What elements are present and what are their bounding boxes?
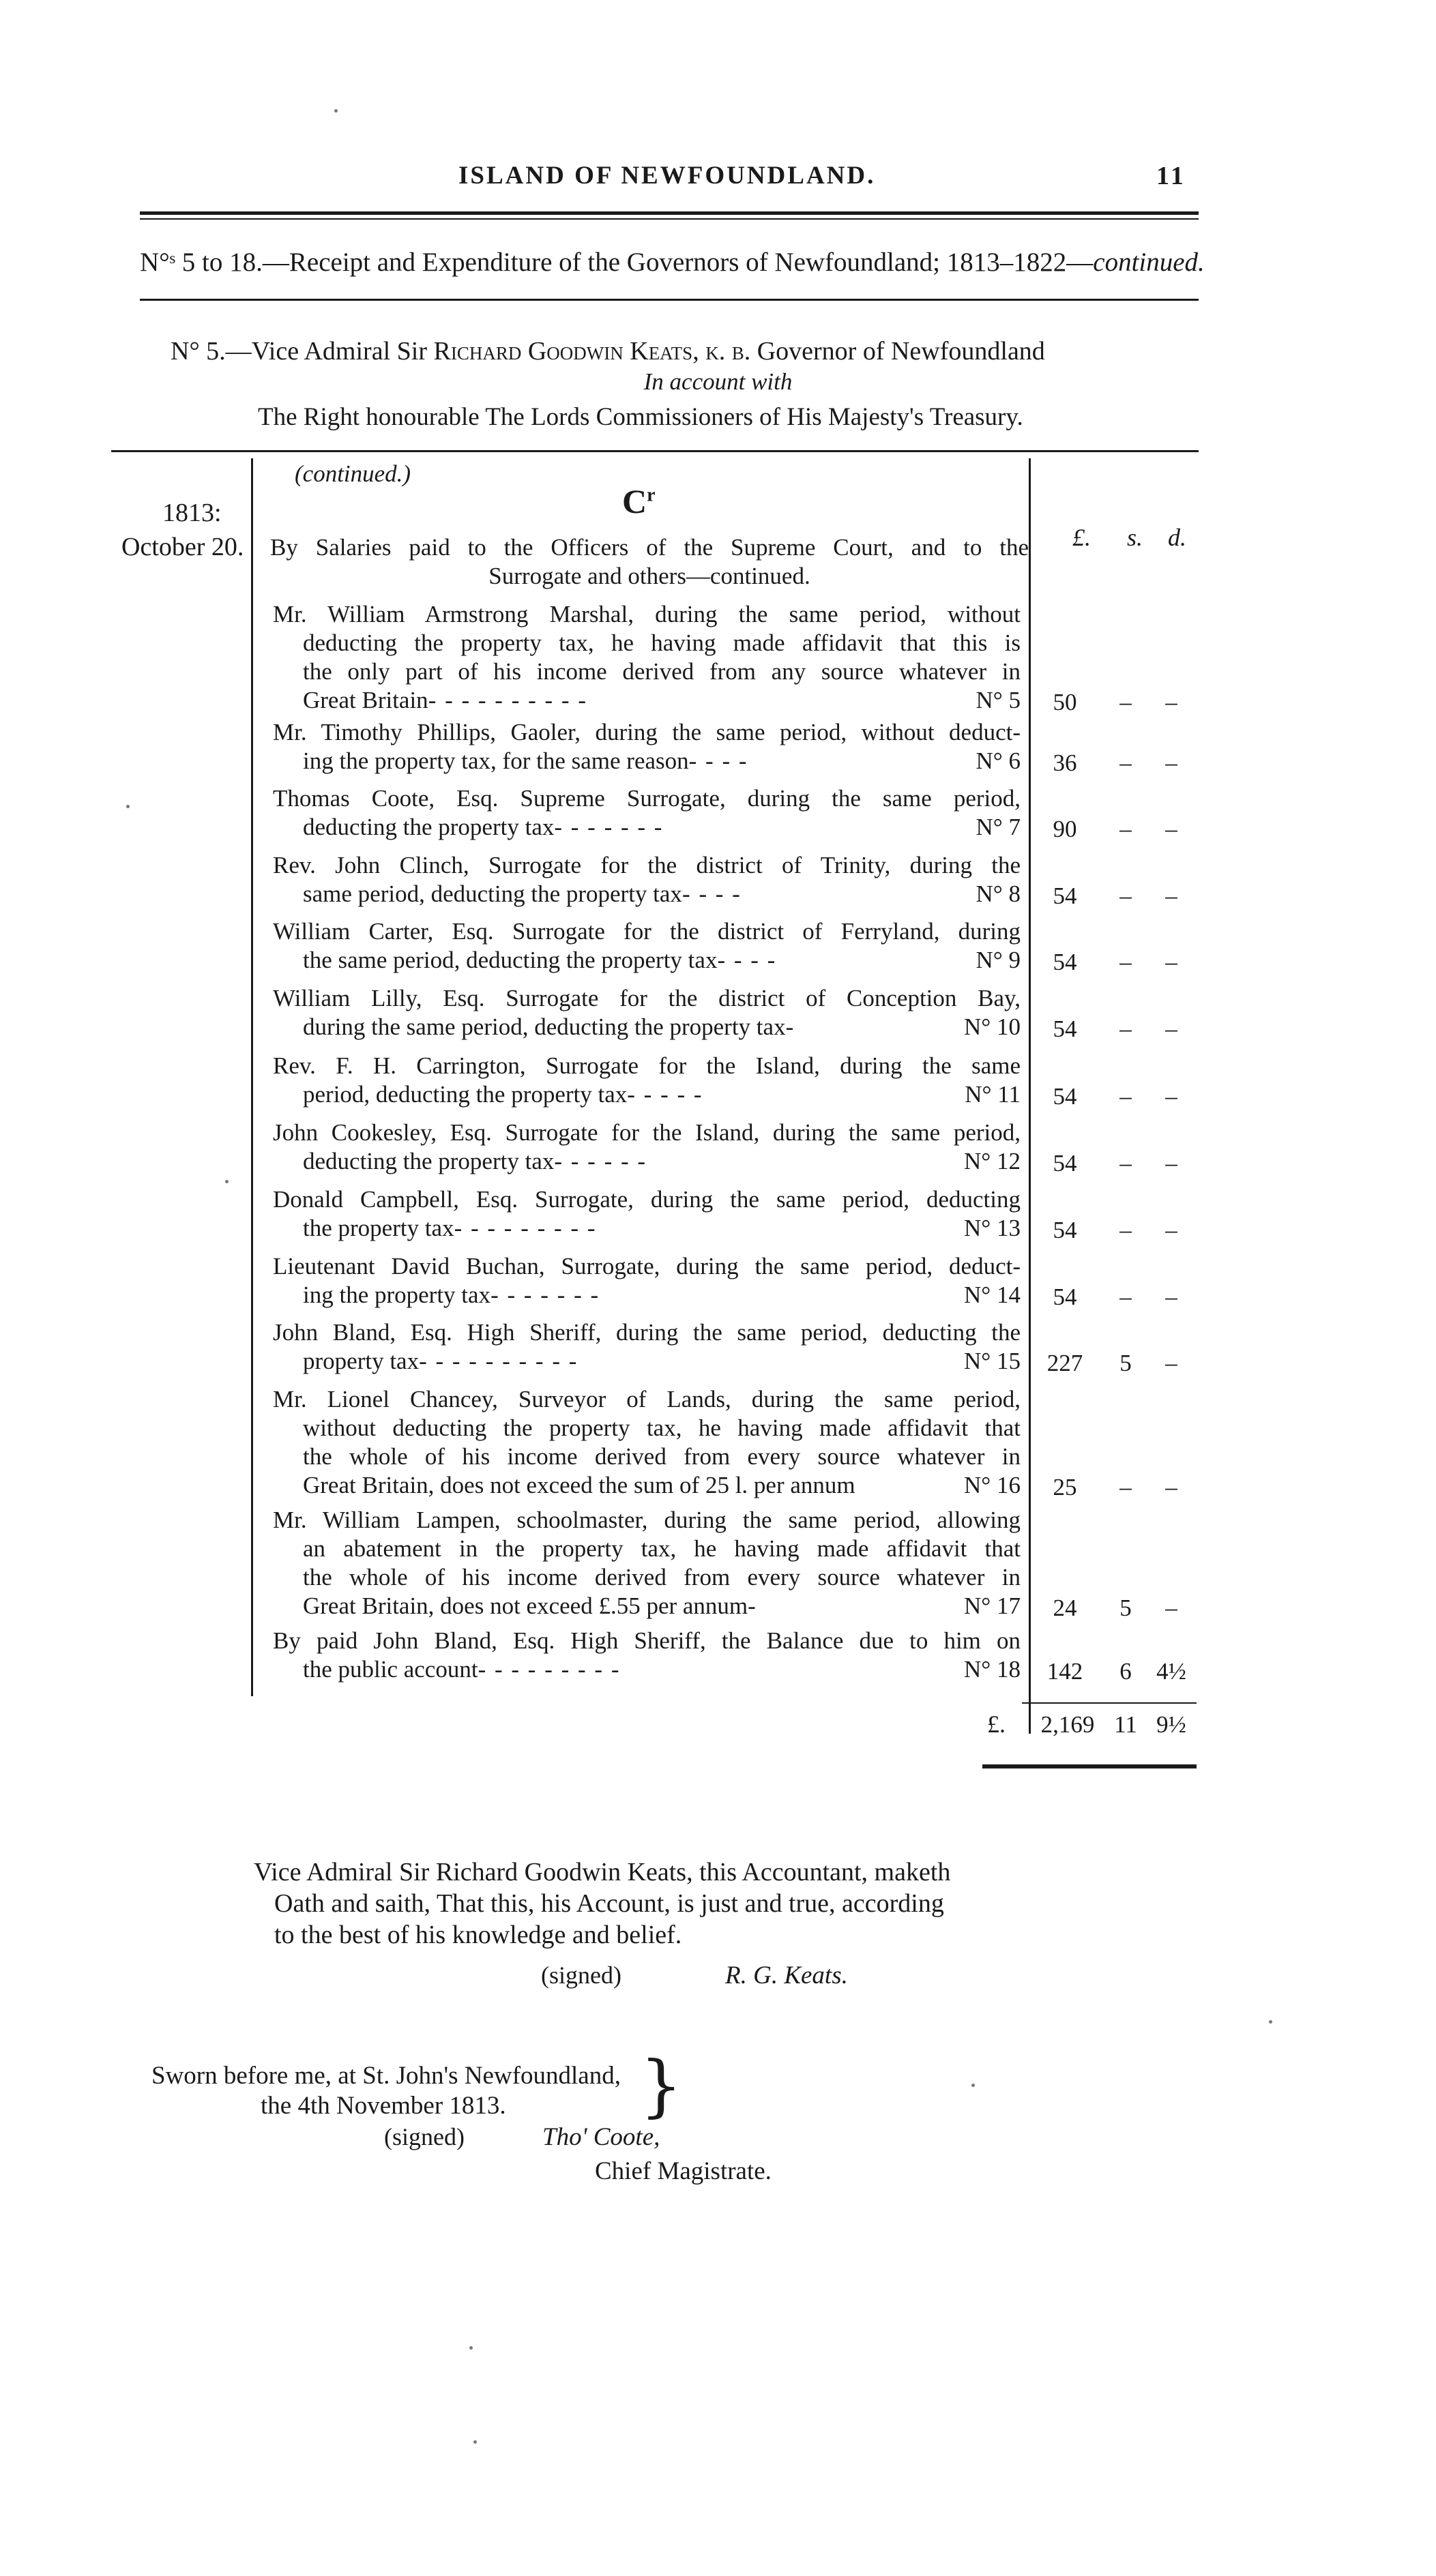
entry-line: Mr. William Armstrong Marshal, during the same period, without: [273, 601, 1021, 627]
scan-speck: [1269, 2020, 1272, 2024]
page-header: [0, 161, 1436, 202]
account-number: N° 5.—Vice Admiral Sir: [171, 337, 434, 366]
ledger-entry: [273, 784, 1021, 842]
entry-voucher-number: N° 7: [976, 814, 1021, 840]
entry-shillings: –: [1119, 949, 1132, 975]
entry-leader-dashes: - - - - -: [627, 1081, 703, 1108]
sworn-signed-label: (signed): [384, 2123, 465, 2150]
entry-last-text: Great Britain: [303, 687, 428, 713]
entry-last-line: [303, 747, 1021, 775]
in-account-with: In account with: [643, 368, 793, 395]
entry-pounds: 36: [1053, 750, 1077, 776]
entry-leader-dashes: -: [785, 1013, 795, 1040]
entry-pence: –: [1165, 816, 1177, 842]
ledger-entry: [273, 917, 1021, 975]
entry-line: Mr. William Lampen, schoolmaster, during the same period, allowing: [273, 1507, 1021, 1533]
oath-text: [254, 1856, 950, 1951]
entry-last-line: [303, 1347, 1021, 1376]
ledger-top-rule: [111, 450, 1199, 452]
entry-line: By paid John Bland, Esq. High Sheriff, the Balance due to him on: [273, 1627, 1021, 1654]
sworn-signature: Tho' Coote,: [542, 2123, 660, 2151]
entry-shillings: –: [1119, 1083, 1132, 1110]
entry-shillings: –: [1119, 1016, 1132, 1042]
sworn-title: Chief Magistrate.: [595, 2157, 772, 2185]
ledger-continued-label: (continued.): [295, 460, 411, 487]
entry-last-text: same period, deducting the property tax: [303, 880, 682, 907]
entry-shillings: –: [1119, 750, 1132, 776]
entry-pounds: 50: [1053, 689, 1077, 715]
entry-last-text: ing the property tax: [303, 1282, 491, 1308]
entry-pounds: 227: [1046, 1350, 1083, 1376]
entry-last-text: Great Britain, does not exceed £.55 per annum: [303, 1593, 748, 1619]
ledger-entry: [273, 1119, 1021, 1176]
pence-header: d.: [1168, 524, 1186, 551]
ledger-side-label: $C^r$: [622, 482, 656, 520]
entry-last-text: deducting the property tax: [303, 1148, 555, 1174]
entry-pence: 4½: [1156, 1658, 1186, 1685]
entry-voucher-number: N° 14: [963, 1282, 1021, 1308]
entry-leader-dashes: - - - -: [688, 747, 748, 774]
total-top-rule: [1022, 1702, 1197, 1704]
entry-last-text: Great Britain, does not exceed the sum of 25 l. per annum: [303, 1472, 855, 1498]
entry-pounds: 54: [1053, 1150, 1077, 1176]
entry-shillings: 5: [1119, 1350, 1132, 1376]
entry-line: the only part of his income derived from any source whatever in: [303, 658, 1021, 685]
entry-shillings: –: [1119, 816, 1132, 842]
entry-last-line: [303, 813, 1021, 842]
entry-pounds: 54: [1053, 883, 1077, 909]
series-title-text: N°ˢ 5 to 18.—Receipt and Expenditure of the Governors of Newfoundland; 1813–1822—: [140, 248, 1094, 277]
entry-voucher-number: N° 8: [976, 880, 1021, 907]
entry-last-text: the same period, deducting the property tax: [303, 947, 718, 973]
entry-last-text: property tax: [303, 1348, 420, 1374]
oath-line: Vice Admiral Sir Richard Goodwin Keats, this Accountant, maketh: [254, 1858, 951, 1886]
account-holder-role: Governor of Newfoundland: [750, 337, 1045, 366]
shillings-header: s.: [1127, 524, 1143, 551]
entry-leader-dashes: - - - - - -: [554, 1148, 647, 1174]
oath-line: Oath and saith, That this, his Account, is just and true, according: [274, 1889, 944, 1918]
ledger-year: 1813:: [162, 499, 222, 527]
entry-shillings: 6: [1119, 1658, 1132, 1685]
ledger-entry: [273, 718, 1021, 775]
ledger-heading: [270, 533, 1029, 591]
entry-leader-dashes: [855, 1471, 964, 1500]
sworn-line: Sworn before me, at St. John's Newfoundland,: [151, 2062, 621, 2090]
entry-leader-dashes: - - - - - - - - -: [478, 1656, 621, 1683]
entry-voucher-number: N° 13: [963, 1215, 1021, 1241]
entry-voucher-number: N° 16: [963, 1472, 1021, 1498]
entry-leader-dashes: - - - - - - - - - -: [419, 1348, 578, 1374]
scan-speck: [126, 805, 130, 808]
series-title-continued: continued.: [1093, 248, 1205, 277]
entry-last-line: [303, 1281, 1021, 1309]
entry-voucher-number: N° 17: [963, 1593, 1021, 1619]
entry-pounds: 142: [1046, 1658, 1083, 1685]
pounds-header: £.: [1072, 524, 1091, 551]
entry-line: without deducting the property tax, he having made affidavit that: [303, 1415, 1021, 1441]
entry-pence: –: [1165, 689, 1177, 715]
entry-pence: –: [1165, 1083, 1177, 1110]
ledger-entry: [273, 1052, 1021, 1109]
ledger-entry: [273, 851, 1021, 908]
scan-speck: [473, 2440, 477, 2444]
entry-last-text: the property tax: [303, 1215, 454, 1241]
entry-shillings: –: [1119, 689, 1132, 715]
entry-pence: –: [1165, 1150, 1177, 1176]
entry-leader-dashes: - - - - - - - - - -: [428, 687, 587, 713]
entry-last-line: [303, 1214, 1021, 1243]
entry-shillings: –: [1119, 1284, 1132, 1310]
entry-leader-dashes: - - - -: [682, 880, 742, 907]
entry-leader-dashes: -: [748, 1593, 757, 1619]
series-rule: [140, 299, 1199, 301]
series-title: [140, 247, 1205, 278]
entry-shillings: –: [1119, 1217, 1132, 1243]
entry-last-line: [303, 686, 1021, 715]
scan-speck: [971, 2084, 975, 2087]
entry-line: Mr. Timothy Phillips, Gaoler, during the same period, without deduct-: [273, 719, 1021, 745]
ledger-entry: [273, 1185, 1021, 1243]
entry-line: Rev. John Clinch, Surrogate for the district of Trinity, during the: [273, 852, 1021, 878]
entry-voucher-number: N° 6: [976, 747, 1021, 774]
account-counterparty: The Right honourable The Lords Commissioners of His Majesty's Treasury.: [258, 403, 1023, 431]
entry-voucher-number: N° 9: [976, 947, 1021, 973]
entry-pounds: 54: [1053, 1217, 1077, 1243]
ledger-heading-line: By Salaries paid to the Officers of the Supreme Court, and to the: [270, 534, 1029, 561]
scan-speck: [469, 2346, 473, 2350]
entry-last-text: period, deducting the property tax: [303, 1081, 628, 1108]
entry-pounds: 54: [1053, 1284, 1077, 1310]
ledger-entry: [273, 1506, 1021, 1620]
entry-line: John Cookesley, Esq. Surrogate for the Island, during the same period,: [273, 1119, 1021, 1146]
entry-line: an abatement in the property tax, he having made affidavit that: [303, 1535, 1021, 1562]
entry-pence: –: [1165, 1474, 1177, 1500]
ledger-heading-line: Surrogate and others—continued.: [488, 563, 810, 589]
entry-line: Mr. Lionel Chancey, Surveyor of Lands, during the same period,: [273, 1386, 1021, 1412]
entry-leader-dashes: - - - - - - -: [554, 814, 664, 840]
ledger-date: October 20.: [121, 533, 244, 561]
entry-line: William Lilly, Esq. Surrogate for the district of Conception Bay,: [273, 985, 1021, 1011]
ledger-entry: [273, 1252, 1021, 1309]
entry-voucher-number: N° 10: [963, 1013, 1021, 1040]
scan-speck: [334, 109, 338, 113]
entry-last-line: [303, 1080, 1021, 1109]
entry-last-text: the public account: [303, 1656, 478, 1683]
ledger-entry: [273, 600, 1021, 715]
entry-last-text: deducting the property tax: [303, 814, 555, 840]
entry-voucher-number: N° 18: [963, 1656, 1021, 1683]
entry-last-line: [303, 880, 1021, 908]
oath-signed-label: (signed): [541, 1961, 621, 1989]
account-holder-name: Richard Goodwin Keats, k. b.: [433, 337, 751, 366]
total-shillings: 11: [1114, 1711, 1137, 1738]
header-rule-thick: [140, 211, 1199, 215]
entry-pounds: 54: [1053, 1083, 1077, 1110]
entry-pence: –: [1165, 1350, 1177, 1376]
entry-last-text: ing the property tax, for the same reason: [303, 747, 689, 774]
entry-last-line: [303, 1147, 1021, 1176]
oath-signature: R. G. Keats.: [725, 1961, 848, 1989]
account-title: [171, 336, 1045, 366]
entry-last-line: [303, 946, 1021, 975]
entry-pence: –: [1165, 949, 1177, 975]
entry-pounds: 90: [1053, 816, 1077, 842]
entry-shillings: –: [1119, 1474, 1132, 1500]
entry-line: Rev. F. H. Carrington, Surrogate for the Island, during the same: [273, 1052, 1021, 1079]
entry-leader-dashes: - - - - - - -: [490, 1282, 600, 1308]
entry-pence: –: [1165, 883, 1177, 909]
entry-voucher-number: N° 12: [963, 1148, 1021, 1174]
entry-voucher-number: N° 15: [963, 1348, 1021, 1374]
entry-line: the whole of his income derived from every source whatever in: [303, 1564, 1021, 1590]
entry-last-text: during the same period, deducting the property tax: [303, 1013, 786, 1040]
ledger-entry: [273, 1318, 1021, 1376]
entry-leader-dashes: - - - - - - - - -: [454, 1215, 597, 1241]
ledger-entry: [273, 1627, 1021, 1684]
total-currency-label: £.: [987, 1711, 1006, 1738]
entry-line: Donald Campbell, Esq. Surrogate, during the same period, deducting: [273, 1186, 1021, 1213]
entry-pence: –: [1165, 1595, 1177, 1621]
header-rule-thin: [140, 218, 1199, 220]
sworn-line: the 4th November 1813.: [261, 2092, 506, 2120]
ledger-entry: [273, 1385, 1021, 1500]
sworn-statement: [151, 2061, 621, 2121]
entry-pounds: 54: [1053, 1016, 1077, 1042]
oath-line: to the best of his knowledge and belief.: [274, 1921, 682, 1949]
total-pence: 9½: [1156, 1711, 1186, 1738]
entry-line: Lieutenant David Buchan, Surrogate, during the same period, deduct-: [273, 1253, 1021, 1279]
entry-last-line: [303, 1013, 1021, 1041]
total-pounds: 2,169: [1040, 1711, 1095, 1738]
entry-leader-dashes: - - - -: [717, 947, 777, 973]
entry-pence: –: [1165, 1284, 1177, 1310]
ledger-left-divider: [251, 458, 253, 1696]
entry-last-line: [303, 1592, 1021, 1620]
entry-voucher-number: N° 11: [965, 1081, 1021, 1108]
entry-line: deducting the property tax, he having made affidavit that this is: [303, 630, 1021, 656]
entry-voucher-number: N° 5: [976, 687, 1021, 713]
entry-pounds: 54: [1053, 949, 1077, 975]
entry-line: William Carter, Esq. Surrogate for the district of Ferryland, during: [273, 918, 1021, 945]
entry-pence: –: [1165, 1016, 1177, 1042]
entry-pence: –: [1165, 1217, 1177, 1243]
total-double-rule: [982, 1764, 1197, 1768]
entry-last-line: [303, 1471, 1021, 1500]
entry-shillings: –: [1119, 883, 1132, 909]
entry-pounds: 25: [1053, 1474, 1077, 1500]
entry-line: the whole of his income derived from every source whatever in: [303, 1443, 1021, 1470]
entry-line: Thomas Coote, Esq. Supreme Surrogate, during the same period,: [273, 785, 1021, 812]
page-number: 11: [1156, 162, 1186, 190]
entry-last-line: [303, 1655, 1021, 1684]
entry-line: John Bland, Esq. High Sheriff, during the same period, deducting the: [273, 1319, 1021, 1346]
entry-pounds: 24: [1053, 1595, 1077, 1621]
running-title: ISLAND OF NEWFOUNDLAND.: [458, 162, 876, 190]
entry-shillings: 5: [1119, 1595, 1132, 1621]
brace-glyph: }: [640, 2047, 683, 2125]
scan-speck: [225, 1180, 229, 1183]
ledger-entry: [273, 984, 1021, 1041]
entry-shillings: –: [1119, 1150, 1132, 1176]
entry-pence: –: [1165, 750, 1177, 776]
